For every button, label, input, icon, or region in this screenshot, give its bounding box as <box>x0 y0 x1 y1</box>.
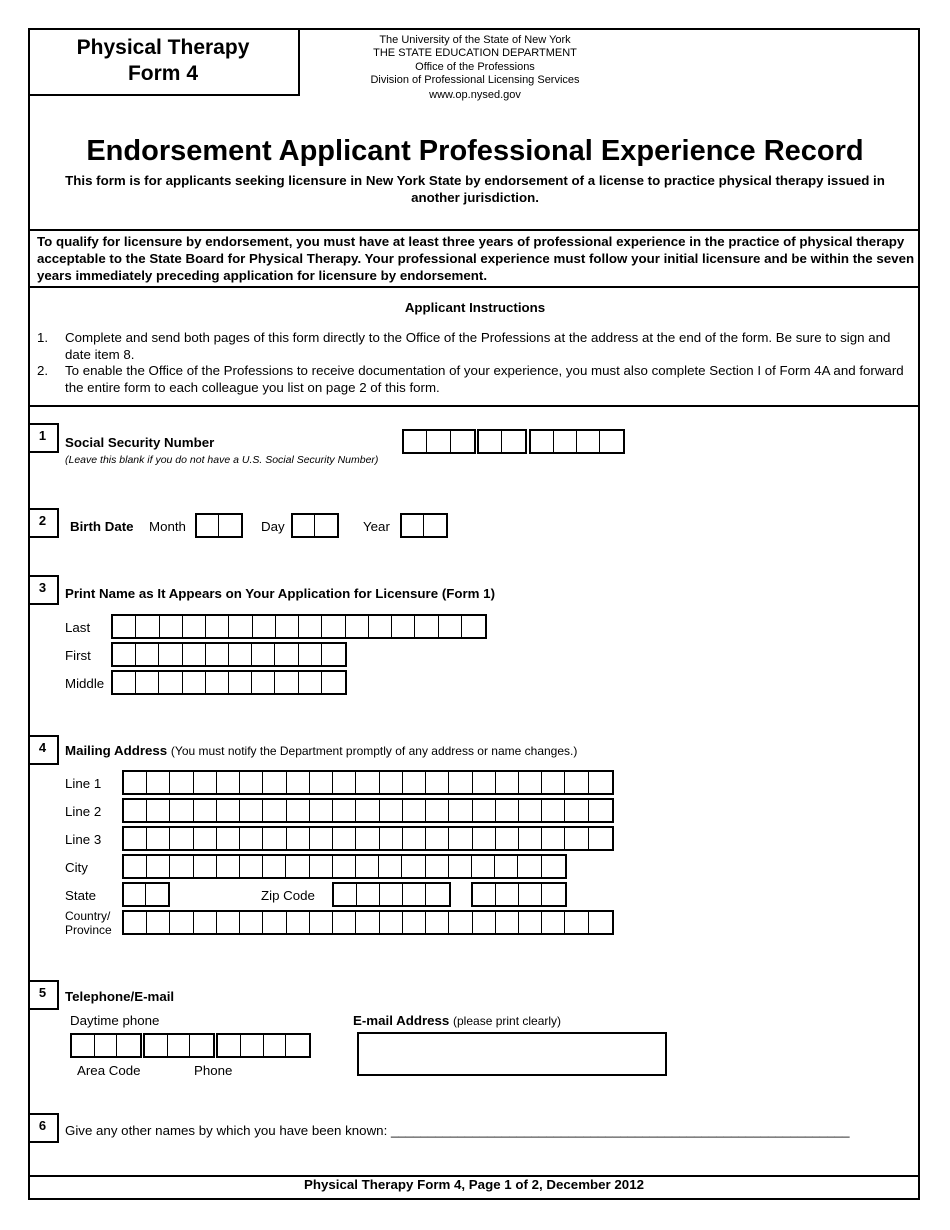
character-box[interactable] <box>402 515 424 536</box>
character-box[interactable] <box>252 644 275 665</box>
email-field[interactable] <box>357 1032 667 1076</box>
character-box[interactable] <box>589 828 612 849</box>
phone-label: Phone <box>194 1063 233 1078</box>
item-number-2: 2 <box>28 508 59 538</box>
character-box[interactable] <box>379 856 402 877</box>
character-box[interactable] <box>542 912 565 933</box>
area-code-field[interactable] <box>70 1033 142 1058</box>
birth-month-field[interactable] <box>195 513 243 538</box>
zip-code-label: Zip Code <box>261 888 315 903</box>
character-box[interactable] <box>334 884 357 905</box>
character-box[interactable] <box>333 800 356 821</box>
character-box[interactable] <box>263 828 286 849</box>
character-box[interactable] <box>146 884 168 905</box>
character-box[interactable] <box>424 515 446 536</box>
zip-code-field[interactable] <box>332 882 451 907</box>
character-box[interactable] <box>293 515 315 536</box>
address-line2-label: Line 2 <box>65 804 102 819</box>
character-box[interactable] <box>217 772 240 793</box>
character-box[interactable] <box>206 616 229 637</box>
character-box[interactable] <box>449 828 472 849</box>
character-box[interactable] <box>206 644 229 665</box>
character-box[interactable] <box>147 800 170 821</box>
agency-line: The University of the State of New York <box>379 34 571 46</box>
country-label <box>65 909 112 937</box>
character-box[interactable] <box>479 431 502 452</box>
character-box[interactable] <box>299 616 322 637</box>
email-note: (please print clearly) <box>453 1014 562 1028</box>
character-box[interactable] <box>426 800 449 821</box>
character-box[interactable] <box>147 912 170 933</box>
character-box[interactable] <box>403 884 426 905</box>
character-box[interactable] <box>206 672 229 693</box>
ssn-note: (Leave this blank if you do not have a U.S. Social Security Number) <box>65 454 379 466</box>
character-box[interactable] <box>160 616 183 637</box>
character-box[interactable] <box>170 856 193 877</box>
character-box[interactable] <box>168 1035 191 1056</box>
character-box[interactable] <box>275 672 298 693</box>
first-name-label: First <box>65 648 91 663</box>
name-section-label: Print Name as It Appears on Your Application for Licensure (Form 1) <box>65 586 496 601</box>
agency-line: Division of Professional Licensing Services <box>370 74 580 87</box>
character-box[interactable] <box>217 912 240 933</box>
character-box[interactable] <box>194 828 217 849</box>
character-box[interactable] <box>170 912 193 933</box>
character-box[interactable] <box>427 431 450 452</box>
character-box[interactable] <box>380 884 403 905</box>
address-line1-field[interactable] <box>122 770 614 795</box>
instruction-text: Complete and send both pages of this form directly to the Office of the Professions at the address at the end of the form. Be sure to sign and date item 8. <box>65 330 891 362</box>
month-label: Month <box>149 519 186 534</box>
phone-prefix-field[interactable] <box>143 1033 215 1058</box>
character-box[interactable] <box>276 616 299 637</box>
character-box[interactable] <box>449 772 472 793</box>
character-box[interactable] <box>286 856 309 877</box>
character-box[interactable] <box>310 912 333 933</box>
middle-name-field[interactable] <box>111 670 347 695</box>
character-box[interactable] <box>264 1035 287 1056</box>
character-box[interactable] <box>194 800 217 821</box>
address-line1-label: Line 1 <box>65 776 102 791</box>
character-box[interactable] <box>263 912 286 933</box>
character-box[interactable] <box>589 800 612 821</box>
other-names-field[interactable] <box>412 1122 908 1138</box>
page-title: Endorsement Applicant Professional Experience Record <box>86 135 864 167</box>
character-box[interactable] <box>190 1035 213 1056</box>
character-box[interactable] <box>473 912 496 933</box>
character-box[interactable] <box>310 800 333 821</box>
character-box[interactable] <box>392 616 415 637</box>
address-line3-label: Line 3 <box>65 832 102 847</box>
character-box[interactable] <box>449 912 472 933</box>
character-box[interactable] <box>136 616 159 637</box>
character-box[interactable] <box>495 856 518 877</box>
character-box[interactable] <box>194 772 217 793</box>
character-box[interactable] <box>229 616 252 637</box>
character-box[interactable] <box>183 616 206 637</box>
character-box[interactable] <box>287 912 310 933</box>
character-box[interactable] <box>72 1035 95 1056</box>
character-box[interactable] <box>217 800 240 821</box>
character-box[interactable] <box>124 884 146 905</box>
character-box[interactable] <box>147 828 170 849</box>
character-box[interactable] <box>229 672 252 693</box>
character-box[interactable] <box>403 800 426 821</box>
character-box[interactable] <box>589 772 612 793</box>
item-number-4: 4 <box>28 735 59 765</box>
character-box[interactable] <box>219 515 241 536</box>
character-box[interactable] <box>404 431 427 452</box>
character-box[interactable] <box>542 828 565 849</box>
character-box[interactable] <box>241 1035 264 1056</box>
character-box[interactable] <box>170 772 193 793</box>
character-box[interactable] <box>117 1035 140 1056</box>
character-box[interactable] <box>565 800 588 821</box>
form-title-line2: Form 4 <box>127 62 198 85</box>
email-heading <box>353 1013 561 1028</box>
state-label: State <box>65 888 97 903</box>
character-box[interactable] <box>113 644 136 665</box>
character-box[interactable] <box>496 912 519 933</box>
character-box[interactable] <box>473 800 496 821</box>
instruction-text: To enable the Office of the Professions to receive documentation of your experience, you must also complete Section I of Form 4A and forward the entire form to each colleague you list on page 2 of this form. <box>65 363 904 395</box>
character-box[interactable] <box>542 772 565 793</box>
character-box[interactable] <box>565 912 588 933</box>
item-number-5: 5 <box>28 980 59 1010</box>
character-box[interactable] <box>531 431 554 452</box>
character-box[interactable] <box>519 772 542 793</box>
character-box[interactable] <box>124 772 147 793</box>
state-field[interactable] <box>122 882 170 907</box>
character-box[interactable] <box>333 912 356 933</box>
character-box[interactable] <box>240 772 263 793</box>
city-label: City <box>65 860 88 875</box>
mailing-address-note: (You must notify the Department promptly of any address or name changes.) <box>170 744 578 758</box>
character-box[interactable] <box>415 616 438 637</box>
character-box[interactable] <box>136 672 159 693</box>
agency-line: Office of the Professions <box>415 60 535 73</box>
country-label-line1: Country/ <box>65 909 111 923</box>
email-label: E-mail Address <box>353 1013 450 1028</box>
instruction-item <box>37 362 915 396</box>
character-box[interactable] <box>240 828 263 849</box>
character-box[interactable] <box>275 644 298 665</box>
agency-website: www.op.nysed.gov <box>429 88 521 101</box>
character-box[interactable] <box>518 856 541 877</box>
birth-day-field[interactable] <box>291 513 339 538</box>
ssn-field-part1[interactable] <box>402 429 476 454</box>
character-box[interactable] <box>315 515 337 536</box>
instruction-number: 1. <box>37 330 49 345</box>
character-box[interactable] <box>554 431 577 452</box>
daytime-phone-label: Daytime phone <box>70 1013 160 1028</box>
agency-line: THE STATE EDUCATION DEPARTMENT <box>373 47 577 60</box>
character-box[interactable] <box>287 800 310 821</box>
character-box[interactable] <box>402 856 425 877</box>
ssn-field-part2[interactable] <box>477 429 527 454</box>
character-box[interactable] <box>333 772 356 793</box>
last-name-field[interactable] <box>111 614 487 639</box>
character-box[interactable] <box>369 616 392 637</box>
character-box[interactable] <box>95 1035 118 1056</box>
character-box[interactable] <box>380 772 403 793</box>
character-box[interactable] <box>403 912 426 933</box>
character-box[interactable] <box>542 884 565 905</box>
instruction-item <box>37 329 915 363</box>
form-title-line1: Physical Therapy <box>76 36 250 59</box>
character-box[interactable] <box>240 912 263 933</box>
character-box[interactable] <box>380 800 403 821</box>
character-box[interactable] <box>449 800 472 821</box>
character-box[interactable] <box>124 800 147 821</box>
character-box[interactable] <box>403 772 426 793</box>
character-box[interactable] <box>496 884 519 905</box>
character-box[interactable] <box>426 856 449 877</box>
character-box[interactable] <box>263 800 286 821</box>
character-box[interactable] <box>147 772 170 793</box>
mailing-address-heading <box>65 743 577 758</box>
character-box[interactable] <box>240 800 263 821</box>
character-box[interactable] <box>197 515 219 536</box>
character-box[interactable] <box>426 772 449 793</box>
character-box[interactable] <box>124 828 147 849</box>
city-field[interactable] <box>122 854 567 879</box>
character-box[interactable] <box>496 800 519 821</box>
instruction-number: 2. <box>37 363 49 378</box>
character-box[interactable] <box>183 644 206 665</box>
character-box[interactable] <box>217 856 240 877</box>
character-box[interactable] <box>194 856 217 877</box>
agency-block <box>300 34 650 102</box>
character-box[interactable] <box>519 884 542 905</box>
character-box[interactable] <box>240 856 263 877</box>
character-box[interactable] <box>502 431 525 452</box>
phone-line-field[interactable] <box>216 1033 311 1058</box>
character-box[interactable] <box>136 644 159 665</box>
character-box[interactable] <box>542 800 565 821</box>
character-box[interactable] <box>229 644 252 665</box>
character-box[interactable] <box>519 828 542 849</box>
character-box[interactable] <box>473 884 496 905</box>
character-box[interactable] <box>496 828 519 849</box>
character-box[interactable] <box>451 431 474 452</box>
ssn-label: Social Security Number <box>65 435 215 450</box>
character-box[interactable] <box>356 828 379 849</box>
character-box[interactable] <box>565 772 588 793</box>
divider <box>28 405 920 407</box>
character-box[interactable] <box>287 772 310 793</box>
item-number-6: 6 <box>28 1113 59 1143</box>
character-box[interactable] <box>472 856 495 877</box>
area-code-label: Area Code <box>77 1063 141 1078</box>
country-label-line2: Province <box>65 923 112 937</box>
character-box[interactable] <box>380 828 403 849</box>
zip-plus4-field[interactable] <box>471 882 567 907</box>
character-box[interactable] <box>496 772 519 793</box>
character-box[interactable] <box>253 616 276 637</box>
character-box[interactable] <box>462 616 485 637</box>
character-box[interactable] <box>286 1035 309 1056</box>
character-box[interactable] <box>473 772 496 793</box>
character-box[interactable] <box>147 856 170 877</box>
day-label: Day <box>261 519 285 534</box>
character-box[interactable] <box>124 856 147 877</box>
last-name-label: Last <box>65 620 91 635</box>
character-box[interactable] <box>299 644 322 665</box>
character-box[interactable] <box>124 912 147 933</box>
character-box[interactable] <box>357 884 380 905</box>
character-box[interactable] <box>519 912 542 933</box>
character-box[interactable] <box>113 616 136 637</box>
instructions-heading: Applicant Instructions <box>404 300 546 315</box>
character-box[interactable] <box>356 772 379 793</box>
character-box[interactable] <box>159 672 182 693</box>
first-name-field[interactable] <box>111 642 347 667</box>
character-box[interactable] <box>449 856 472 877</box>
birth-year-field[interactable] <box>400 513 448 538</box>
character-box[interactable] <box>403 828 426 849</box>
qualification-notice: To qualify for licensure by endorsement, you must have at least three years of professional experience in the practice of physical therapy acceptable to the State Board for Physical Therapy. Your professional experience must follow your initial licensure and be within the seven years immediately preceding application for licensure by endorsement. <box>37 234 915 283</box>
divider <box>28 229 920 231</box>
character-box[interactable] <box>577 431 600 452</box>
character-box[interactable] <box>252 672 275 693</box>
character-box[interactable] <box>183 672 206 693</box>
character-box[interactable] <box>426 884 449 905</box>
character-box[interactable] <box>473 828 496 849</box>
character-box[interactable] <box>113 672 136 693</box>
character-box[interactable] <box>322 672 345 693</box>
character-box[interactable] <box>159 644 182 665</box>
character-box[interactable] <box>333 828 356 849</box>
character-box[interactable] <box>519 800 542 821</box>
character-box[interactable] <box>426 828 449 849</box>
ssn-field-part3[interactable] <box>529 429 625 454</box>
character-box[interactable] <box>439 616 462 637</box>
character-box[interactable] <box>333 856 356 877</box>
other-names-label: Give any other names by which you have been known: ______________________________________________________________ <box>65 1123 850 1138</box>
character-box[interactable] <box>589 912 612 933</box>
address-line3-field[interactable] <box>122 826 614 851</box>
character-box[interactable] <box>218 1035 241 1056</box>
character-box[interactable] <box>542 856 565 877</box>
character-box[interactable] <box>356 912 379 933</box>
character-box[interactable] <box>299 672 322 693</box>
character-box[interactable] <box>145 1035 168 1056</box>
middle-name-label: Middle <box>65 676 105 691</box>
character-box[interactable] <box>600 431 623 452</box>
character-box[interactable] <box>287 828 310 849</box>
character-box[interactable] <box>380 912 403 933</box>
character-box[interactable] <box>310 828 333 849</box>
character-box[interactable] <box>170 800 193 821</box>
telephone-email-label: Telephone/E-mail <box>65 989 175 1004</box>
item-number-3: 3 <box>28 575 59 605</box>
page-footer: Physical Therapy Form 4, Page 1 of 2, December 2012 <box>304 1177 644 1192</box>
character-box[interactable] <box>346 616 369 637</box>
character-box[interactable] <box>194 912 217 933</box>
character-box[interactable] <box>426 912 449 933</box>
form-id-box <box>28 28 300 96</box>
item-number-1: 1 <box>28 423 59 453</box>
address-line2-field[interactable] <box>122 798 614 823</box>
character-box[interactable] <box>310 856 333 877</box>
character-box[interactable] <box>263 856 286 877</box>
character-box[interactable] <box>217 828 240 849</box>
page-subtitle: This form is for applicants seeking licensure in New York State by endorsement of a license to practice physical therapy issued in another jurisdiction. <box>65 173 885 205</box>
character-box[interactable] <box>263 772 286 793</box>
year-label: Year <box>363 519 390 534</box>
birth-date-label: Birth Date <box>70 519 134 534</box>
character-box[interactable] <box>310 772 333 793</box>
character-box[interactable] <box>322 644 345 665</box>
character-box[interactable] <box>170 828 193 849</box>
country-field[interactable] <box>122 910 614 935</box>
character-box[interactable] <box>356 800 379 821</box>
mailing-address-label: Mailing Address <box>65 743 168 758</box>
divider <box>28 286 920 288</box>
character-box[interactable] <box>565 828 588 849</box>
character-box[interactable] <box>322 616 345 637</box>
character-box[interactable] <box>356 856 379 877</box>
